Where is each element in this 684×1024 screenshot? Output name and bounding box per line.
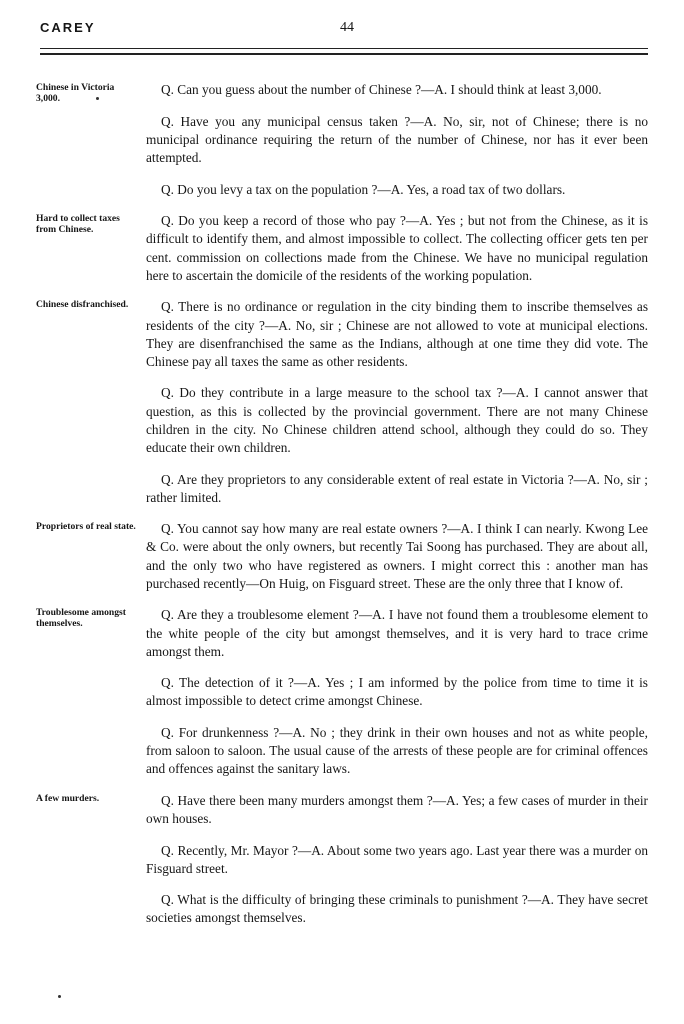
- qa-entry: [0, 674, 684, 710]
- qa-entry: [0, 113, 684, 168]
- qa-entry: [0, 520, 684, 593]
- qa-entry: [0, 384, 684, 457]
- margin-note: Proprietors of real state.: [36, 521, 136, 533]
- header-rule: [40, 48, 648, 49]
- paragraph: Q. Have you any municipal census taken ?—A. No, sir, not of Chinese; there is no municipal ordinance requiring the return of the number of Chinese, nor has it ever been attempted.: [146, 113, 648, 166]
- qa-entry: [0, 298, 684, 371]
- paragraph: Q. Recently, Mr. Mayor ?—A. About some two years ago. Last year there was a murder on Fisguard street.: [146, 842, 648, 876]
- paragraph: Q. Do you levy a tax on the population ?—A. Yes, a road tax of two dollars.: [161, 181, 566, 197]
- qa-entry: [0, 606, 684, 661]
- qa-entry: [0, 471, 684, 507]
- paragraph: Q. You cannot say how many are real estate owners ?—A. I think I can nearly. Kwong Lee & Co. were about the only owners, but recently Tai Soong has purchased. They are about all, and the only two who have registered as owners. I might correct this : another man has purchased recently—On Huig, on Fisguard street. These are the only three that I know of.: [146, 521, 648, 591]
- paragraph: Q. The detection of it ?—A. Yes ; I am informed by the police from time to time it is almost impossible to detect crime amongst Chinese.: [146, 675, 648, 709]
- margin-note: Chinese disfranchised.: [36, 299, 129, 311]
- qa-entry: [0, 792, 684, 828]
- qa-entry: [0, 891, 684, 927]
- paragraph: Q. There is no ordinance or regulation in the city binding them to inscribe themselves as residents of the city ?—A. No, sir ; Chinese are not allowed to vote at municipal elections. They are disenfranchised the same as the Indians, although at one time they did vote. The Chinese pay all taxes the same as other residents.: [146, 299, 648, 369]
- paragraph: Q. Do you keep a record of those who pay ?—A. Yes ; but not from the Chinese, as it is difficult to identify them, and almost impossible to collect. The collecting officer gets ten per cent. commission on collections made from the Chinese. We have no municipal regulation here to ascertain the domicile of the residents of the working population.: [146, 213, 648, 283]
- page-body: [0, 68, 684, 941]
- header-rule-thick: [40, 53, 648, 55]
- page-number: 44: [340, 20, 354, 35]
- paragraph: Q. Are they a troublesome element ?—A. I have not found them a troublesome element to the white people of the city but amongst themselves, and it is very hard to trace crime amongst them.: [146, 607, 648, 659]
- margin-note: A few murders.: [36, 792, 100, 804]
- page-header: [40, 20, 648, 42]
- margin-note: Chinese in Victoria 3,000.: [36, 82, 115, 104]
- qa-entry: [0, 842, 684, 878]
- print-speck: [58, 995, 61, 998]
- qa-entry: [0, 212, 684, 285]
- qa-entry: [0, 724, 684, 779]
- margin-note: Troublesome amongst themselves.: [36, 607, 126, 629]
- margin-note: Hard to collect taxes from Chinese.: [36, 213, 120, 235]
- paragraph: Q. Do they contribute in a large measure to the school tax ?—A. I cannot answer that question, as this is collected by the provincial government. There are not many Chinese children in the city. No Chinese children attend school, although they could do so. They educate their own children.: [146, 385, 648, 456]
- paragraph: Q. Have there been many murders amongst them ?—A. Yes; a few cases of murder in their own houses.: [146, 792, 648, 827]
- print-speck: [96, 97, 99, 100]
- paragraph: Q. Can you guess about the number of Chinese ?—A. I should think at least 3,000.: [161, 82, 602, 98]
- running-head: CAREY: [40, 20, 96, 35]
- qa-entry: [0, 181, 684, 199]
- paragraph: Q. Are they proprietors to any considerable extent of real estate in Victoria ?—A. No, sir ; rather limited.: [146, 471, 648, 505]
- paragraph: Q. What is the difficulty of bringing these criminals to punishment ?—A. They have secret societies amongst themselves.: [146, 892, 648, 926]
- paragraph: Q. For drunkenness ?—A. No ; they drink in their own houses and not as white people, from saloon to saloon. The usual cause of the arrests of these people are for criminal offences and offences against the sanitary laws.: [146, 724, 648, 777]
- qa-entry: [0, 81, 684, 104]
